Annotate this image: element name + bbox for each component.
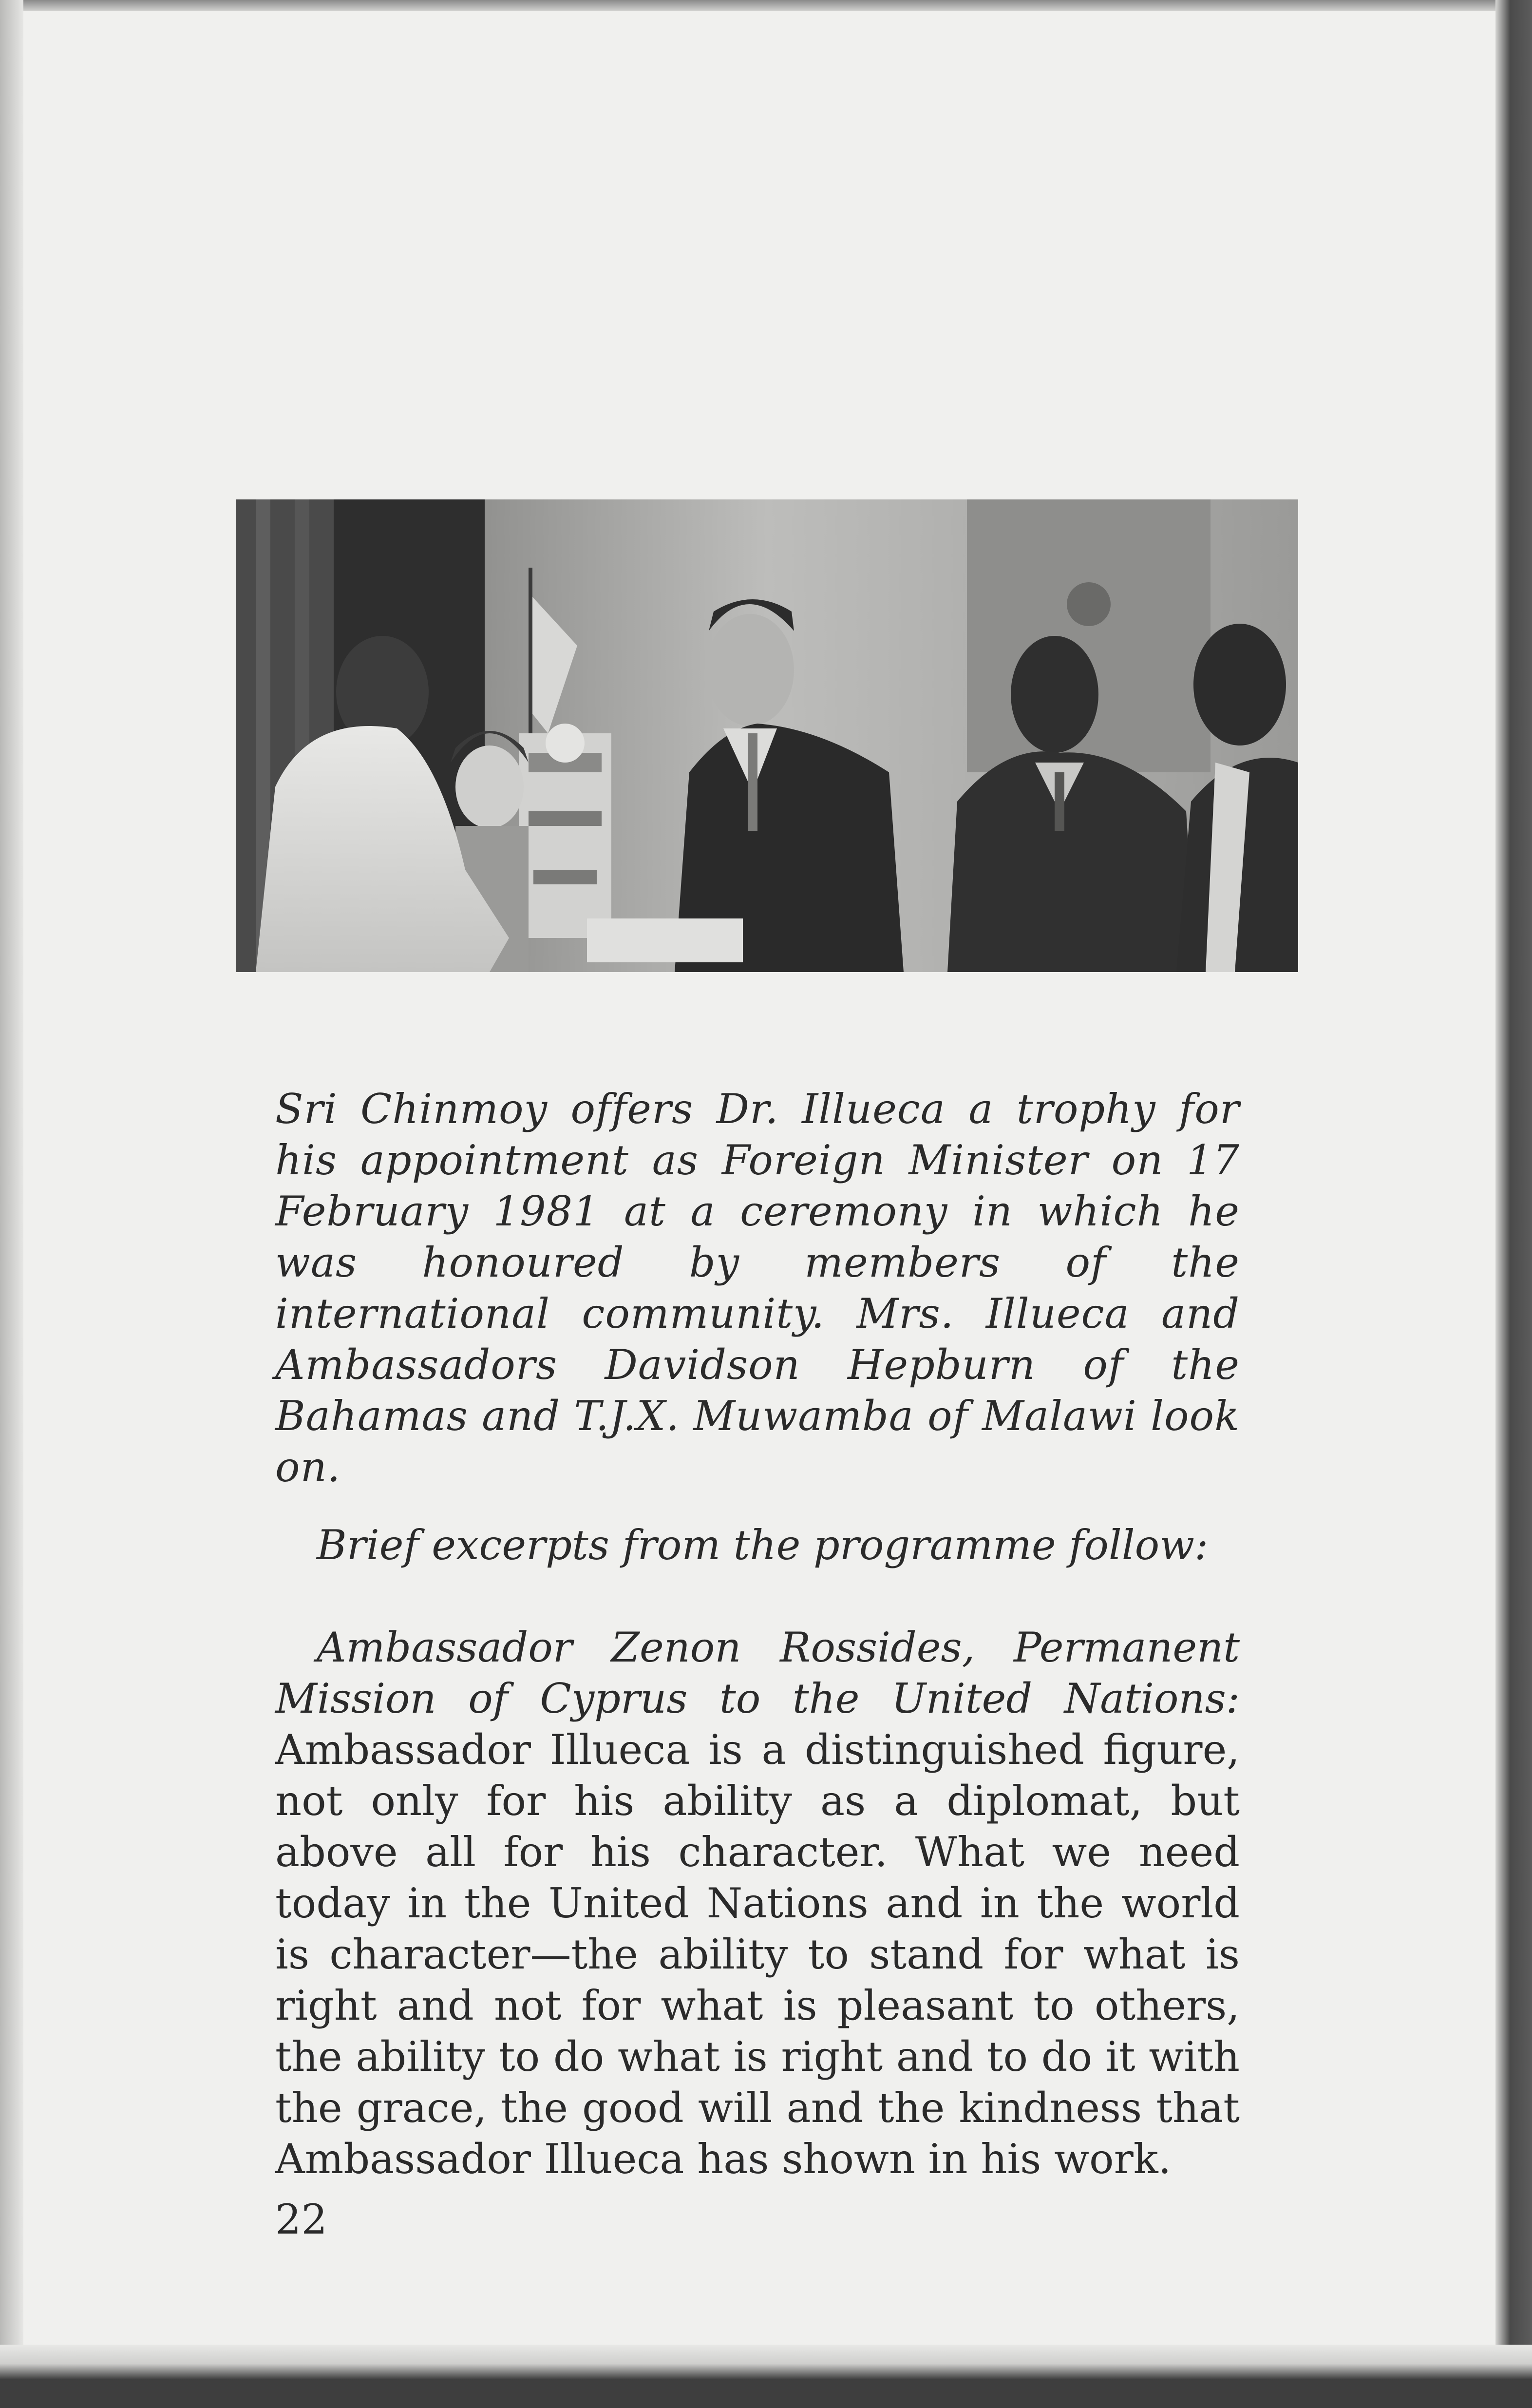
excerpt-paragraph: [275, 1622, 1240, 2185]
scan-edge-top: [0, 0, 1532, 11]
excerpts-intro: Brief excerpts from the programme follow:: [317, 1521, 1209, 1569]
scan-edge-bottom: [0, 2345, 1532, 2408]
excerpt-text: Ambassador Illueca is a distinguished figure, not only for his ability as a diplomat, but above all for his character. What we need today in the United Nations and in the world is character—the ability to stand for what is right and not for what is pleasant to others, the ability to do what is right and to do it with the grace, the good will and the kindness that Ambassador Illueca has shown in his work.: [275, 1726, 1240, 2183]
scan-edge-right: [1495, 0, 1532, 2408]
page-number: 22: [275, 2196, 327, 2243]
photo-illustration: [236, 499, 1298, 972]
photo-caption: Sri Chinmoy offers Dr. Illueca a trophy for his appointment as Foreign Minister on 17 February 1981 at a ceremony in which he was honoured by members of the international community. Mrs. Illueca and Ambassadors Davidson Hepburn of the Bahamas and T.J.X. Muwamba of Malawi look on.: [275, 1085, 1240, 1491]
speaker-attribution: Ambassador Zenon Rossides, Permanent Mission of Cyprus to the United Nations:: [275, 1624, 1240, 1722]
scan-edge-left: [0, 0, 23, 2408]
ceremony-photograph: [236, 499, 1298, 972]
